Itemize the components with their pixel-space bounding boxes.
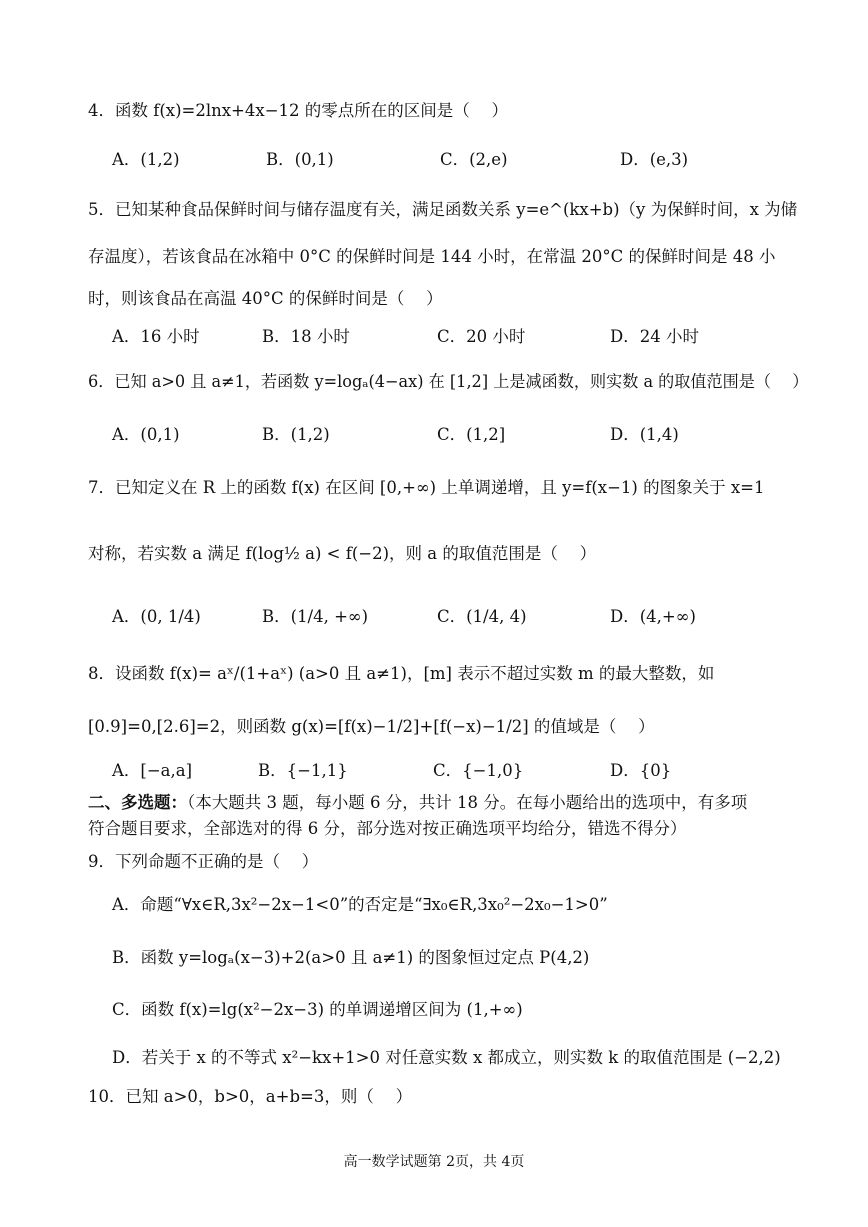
q9-option-c: C．函数 f(x)=lg(x²−2x−3) 的单调递增区间为 (1,+∞): [112, 1000, 523, 1019]
q9-option-a: A．命题“∀x∈R,3x²−2x−1<0”的否定是“∃x₀∈R,3x₀²−2x₀−1>0”: [112, 895, 608, 914]
q7-option-c: C．(1/4, 4): [437, 607, 527, 626]
q5-line-3: 时，则该食品在高温 40°C 的保鲜时间是（ ）: [88, 289, 443, 308]
q6-option-c: C．(1,2]: [437, 425, 506, 444]
q6-option-b: B．(1,2): [262, 425, 330, 444]
q9-option-b: B．函数 y=logₐ(x−3)+2(a>0 且 a≠1) 的图象恒过定点 P(4,2): [112, 948, 590, 967]
page-footer: 高一数学试题第 2页，共 4页: [343, 1154, 525, 1170]
q7-line-1: 7．已知定义在 R 上的函数 f(x) 在区间 [0,+∞) 上单调递增，且 y=f(x−1) 的图象关于 x=1: [88, 478, 765, 497]
q5-option-b: B．18 小时: [262, 327, 350, 346]
q5-option-c: C．20 小时: [437, 327, 526, 346]
q7-option-a: A．(0, 1/4): [112, 607, 201, 626]
q4-option-d: D．(e,3): [620, 150, 689, 169]
q5-option-a: A．16 小时: [112, 327, 200, 346]
section-2-title: 二、多选题：: [88, 793, 187, 812]
q8-line-1: 8．设函数 f(x)= aˣ/(1+aˣ) (a>0 且 a≠1)，[m] 表示不超过实数 m 的最大整数，如: [88, 664, 715, 683]
q6-stem: 6．已知 a>0 且 a≠1，若函数 y=logₐ(4−ax) 在 [1,2] 上是减函数，则实数 a 的取值范围是（ ）: [88, 372, 809, 391]
q8-line-2: [0.9]=0,[2.6]=2，则函数 g(x)=[f(x)−1/2]+[f(−x)−1/2] 的值域是（ ）: [88, 717, 655, 736]
section-2-intro-1: （本大题共 3 题，每小题 6 分，共计 18 分。在每小题给出的选项中，有多项: [187, 793, 748, 812]
q8-option-a: A．[−a,a]: [112, 761, 193, 780]
section-2-header: [88, 789, 747, 813]
q8-option-c: C．{−1,0}: [433, 761, 524, 780]
q8-option-b: B．{−1,1}: [258, 761, 348, 780]
q4-option-b: B．(0,1): [266, 150, 334, 169]
q9-option-d: D．若关于 x 的不等式 x²−kx+1>0 对任意实数 x 都成立，则实数 k 的取值范围是 (−2,2): [112, 1048, 781, 1067]
q7-option-b: B．(1/4, +∞): [262, 607, 369, 626]
q4-option-a: A．(1,2): [112, 150, 180, 169]
q5-line-2: 存温度），若该食品在冰箱中 0°C 的保鲜时间是 144 小时，在常温 20°C 的保鲜时间是 48 小: [88, 247, 776, 266]
q9-stem: 9．下列命题不正确的是（ ）: [88, 852, 319, 871]
q6-option-d: D．(1,4): [610, 425, 679, 444]
q10-stem: 10．已知 a>0，b>0，a+b=3，则（ ）: [88, 1087, 413, 1106]
q6-option-a: A．(0,1): [112, 425, 180, 444]
q4-option-c: C．(2,e): [440, 150, 508, 169]
q4-stem: 4．函数 f(x)=2lnx+4x−12 的零点所在的区间是（ ）: [88, 101, 509, 120]
section-2-intro-2: 符合题目要求，全部选对的得 6 分，部分选对按正确选项平均给分，错选不得分）: [88, 819, 687, 838]
q5-line-1: 5．已知某种食品保鲜时间与储存温度有关，满足函数关系 y=e^(kx+b)（y 为保鲜时间，x 为储: [88, 200, 798, 219]
q8-option-d: D．{0}: [610, 761, 672, 780]
q5-option-d: D．24 小时: [610, 327, 699, 346]
q7-option-d: D．(4,+∞): [610, 607, 696, 626]
q7-line-2: 对称，若实数 a 满足 f(log½ a) < f(−2)，则 a 的取值范围是（ ）: [88, 544, 597, 563]
